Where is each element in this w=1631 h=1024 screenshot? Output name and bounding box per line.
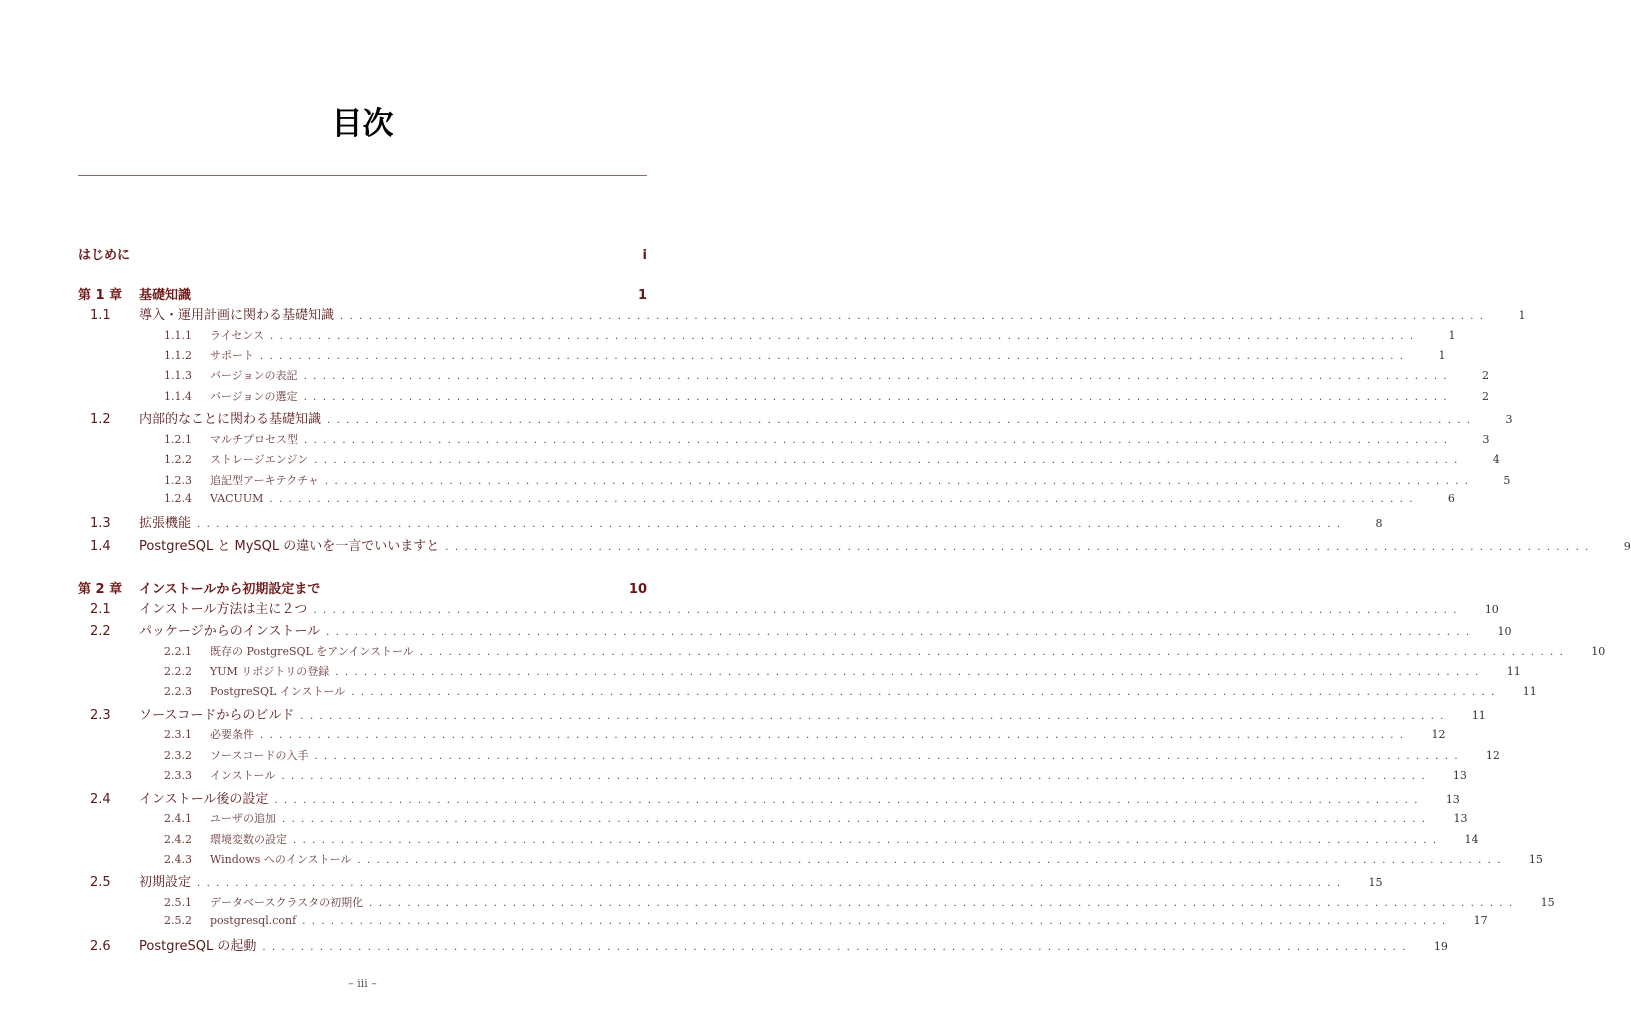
toc-entry-section[interactable]	[78, 512, 1383, 535]
toc-entry-number: 2.5	[90, 875, 111, 891]
toc-entry-number: 2.2.2	[164, 665, 192, 679]
toc-entry-title: ソースコードからのビルド	[139, 707, 295, 723]
toc-entry-number: 2.2	[90, 624, 111, 640]
toc-entry-page: 14	[1464, 832, 1479, 846]
toc-entry-page: 9	[1623, 539, 1631, 553]
toc-entry-title: インストールから初期設定まで	[139, 581, 321, 597]
toc-entry-title: ライセンス	[210, 328, 265, 342]
toc-entry-page: 11	[1506, 665, 1521, 679]
dot-leader: ........................................................................................................................	[419, 646, 1570, 658]
toc-entry-title: インストール後の設定	[139, 791, 269, 807]
toc-entry-sub[interactable]	[78, 747, 1500, 767]
toc-entry-title: 基礎知識	[139, 288, 192, 303]
toc-entry-number: 1.1.4	[164, 389, 192, 403]
toc-entry-page: 1	[1448, 328, 1456, 342]
dot-leader: ........................................................................................................................	[282, 814, 1432, 826]
dot-leader: ........................................................................................................................	[260, 350, 1410, 362]
toc-entry-page: 10	[1591, 644, 1606, 658]
toc-entry-title: VACUUM	[210, 491, 264, 505]
toc-entry-title: PostgreSQL と MySQL の違いを一言でいいますと	[139, 538, 440, 554]
dot-leader: ........................................................................................................................	[304, 434, 1454, 446]
toc-entry-number: 2.4	[90, 791, 111, 807]
toc-entry-number: 1.4	[90, 538, 111, 554]
toc-entry-number: 1.1.1	[164, 328, 192, 342]
toc-entry-page: 13	[1445, 792, 1460, 806]
toc-entry-page: 3	[1505, 413, 1513, 427]
toc-entry-page: 17	[1473, 914, 1488, 928]
toc-entry-section[interactable]	[78, 620, 1512, 643]
toc-entry-title: PostgreSQL の起動	[139, 938, 257, 954]
toc-entry-page: 2	[1482, 369, 1490, 383]
toc-entry-number: 1.1	[90, 308, 111, 323]
toc-entry-number: 2.6	[90, 938, 111, 954]
toc-entry-sub[interactable]	[78, 851, 1543, 871]
toc-entry-title: YUM リポジトリの登録	[210, 665, 330, 679]
toc-entry-number: 第 2 章	[78, 581, 123, 597]
toc-entry-title: 拡張機能	[139, 516, 192, 532]
toc-entry-number: 2.4.3	[164, 853, 192, 866]
toc-entry-page: 10	[628, 581, 647, 597]
toc-entry-title: 内部的なことに関わる基礎知識	[139, 412, 322, 428]
toc-entry-number: 1.2.2	[164, 453, 192, 467]
toc-entry-number: 2.3	[90, 707, 111, 723]
toc-entry-title: ストレージエンジン	[210, 453, 309, 467]
toc-entry-sub[interactable]	[78, 894, 1555, 914]
toc-entry-number: 2.5.2	[164, 914, 192, 928]
dot-leader: ........................................................................................................................	[281, 771, 1431, 783]
toc-entry-sub[interactable]	[78, 347, 1446, 367]
toc-entry-sub[interactable]	[78, 388, 1490, 408]
toc-entry-section[interactable]	[78, 408, 1513, 431]
dot-leader: ........................................................................................................................	[269, 493, 1419, 505]
toc-entry-page: 6	[1447, 491, 1455, 505]
toc-entry-page: 8	[1375, 517, 1383, 531]
toc-entry-number: 1.1.3	[164, 369, 192, 383]
dot-leader: ........................................................................................................................	[260, 730, 1410, 742]
toc-entry-page: 13	[1453, 812, 1468, 826]
dot-leader: ........................................................................................................................	[326, 627, 1476, 639]
toc-entry-number: 1.3	[90, 516, 111, 532]
toc-entry-sub[interactable]	[78, 491, 1455, 512]
toc-entry-page: 1	[1438, 348, 1446, 362]
toc-entry-page: 11	[1471, 708, 1486, 722]
dot-leader: ........................................................................................................................	[303, 391, 1454, 403]
toc-entry-section[interactable]	[78, 788, 1460, 811]
toc-entry-number: 2.5.1	[164, 895, 192, 909]
toc-entry-number: 2.1	[90, 601, 111, 617]
toc-entry-sub[interactable]	[78, 831, 1479, 851]
toc-entry-title: はじめに	[78, 248, 131, 263]
toc-entry-title: インストール	[210, 769, 276, 783]
toc-entry-page: 4	[1492, 453, 1500, 467]
dot-leader: ........................................................................................................................	[324, 475, 1475, 487]
toc-entry-title: データベースクラスタの初期化	[210, 895, 364, 909]
dot-leader: ........................................................................................................................	[313, 604, 1463, 616]
toc-entry-section[interactable]	[78, 871, 1383, 894]
page-title: 目次	[331, 106, 394, 142]
toc-entry-sub[interactable]	[78, 810, 1468, 830]
toc-entry-title: 導入・運用計画に関わる基礎知識	[139, 308, 335, 323]
toc-entry-number: 2.2.3	[164, 685, 192, 699]
toc-entry-page: 3	[1482, 432, 1490, 446]
toc-entry-chapter[interactable]	[78, 578, 647, 598]
toc-entry-title: postgresql.conf	[210, 914, 297, 928]
toc-entry-title: ソースコードの入手	[210, 748, 309, 762]
toc-entry-section[interactable]	[78, 304, 1526, 327]
toc-entry-section[interactable]	[78, 704, 1486, 727]
title-divider	[78, 175, 647, 176]
dot-leader: ........................................................................................................................	[197, 878, 1347, 890]
dot-leader: ........................................................................................................................	[262, 941, 1412, 953]
toc-entry-title: PostgreSQL インストール	[210, 685, 346, 699]
toc-entry-page: 15	[1540, 895, 1555, 909]
dot-leader: ........................................................................................................................	[314, 455, 1464, 467]
toc-entry-number: 1.1.2	[164, 348, 192, 362]
dot-leader: ........................................................................................................................	[357, 855, 1507, 866]
dot-leader: ........................................................................................................................	[274, 794, 1424, 806]
toc-entry-title: マルチプロセス型	[210, 432, 298, 446]
toc-entry-front[interactable]	[78, 244, 647, 264]
toc-entry-title: Windows へのインストール	[210, 853, 352, 866]
toc-entry-title: 必要条件	[210, 728, 254, 742]
dot-leader: ........................................................................................................................	[369, 897, 1519, 909]
toc-entry-number: 2.3.1	[164, 728, 192, 742]
toc-entry-title: 既存の PostgreSQL をアンインストール	[210, 644, 414, 658]
toc-entry-title: サポート	[210, 348, 254, 362]
page-number-footer: – iii –	[348, 977, 377, 990]
dot-leader: ........................................................................................................................	[303, 371, 1454, 383]
toc-entry-title: 環境変数の設定	[210, 832, 287, 846]
dot-leader: ........................................................................................................................	[293, 834, 1443, 846]
toc-entry-page: 19	[1433, 939, 1448, 953]
dot-leader: ........................................................................................................................	[300, 710, 1450, 722]
toc-entry-page: 2	[1482, 389, 1490, 403]
dot-leader: ........................................................................................................................	[314, 750, 1464, 762]
toc-entry-number: 1.2.1	[164, 432, 192, 446]
toc-entry-sub[interactable]	[78, 431, 1490, 451]
toc-entry-number: 2.4.2	[164, 832, 192, 846]
toc-entry-sub[interactable]	[78, 327, 1456, 347]
toc-entry-title: インストール方法は主に２つ	[139, 601, 308, 617]
toc-entry-section[interactable]	[78, 598, 1499, 621]
dot-leader: ........................................................................................................................	[302, 916, 1452, 928]
dot-leader: ........................................................................................................................	[327, 415, 1477, 427]
table-of-contents	[78, 244, 1631, 957]
toc-entry-number: 1.2.4	[164, 491, 192, 505]
dot-leader: ........................................................................................................................	[340, 311, 1490, 322]
toc-entry-title: バージョンの選定	[210, 389, 298, 403]
toc-entry-sub[interactable]	[78, 451, 1500, 471]
toc-entry-sub[interactable]	[78, 663, 1521, 683]
toc-entry-title: バージョンの表記	[210, 369, 298, 383]
toc-entry-title: 初期設定	[139, 875, 192, 891]
toc-entry-number: 1.2	[90, 412, 111, 428]
toc-entry-number: 2.2.1	[164, 644, 192, 658]
dot-leader: ........................................................................................................................	[270, 330, 1420, 342]
toc-entry-page: 15	[1368, 876, 1383, 890]
toc-entry-page: 10	[1497, 625, 1512, 639]
toc-entry-number: 2.3.2	[164, 748, 192, 762]
toc-entry-page: 12	[1485, 748, 1500, 762]
dot-leader: ........................................................................................................................	[351, 687, 1501, 699]
dot-leader: ........................................................................................................................	[197, 519, 1347, 531]
toc-entry-sub[interactable]	[78, 683, 1537, 703]
toc-entry-number: 1.2.3	[164, 473, 192, 487]
toc-entry-sub[interactable]	[78, 726, 1446, 746]
toc-entry-title: パッケージからのインストール	[139, 624, 321, 640]
toc-entry-page: 12	[1431, 728, 1446, 742]
toc-entry-sub[interactable]	[78, 767, 1467, 787]
toc-entry-sub[interactable]	[78, 472, 1511, 492]
toc-entry-chapter[interactable]	[78, 284, 647, 304]
toc-entry-sub[interactable]	[78, 367, 1490, 387]
toc-entry-page: 13	[1452, 769, 1467, 783]
toc-entry-section[interactable]	[78, 935, 1448, 958]
toc-entry-sub[interactable]	[78, 643, 1606, 663]
toc-entry-number: 2.3.3	[164, 769, 192, 783]
toc-entry-sub[interactable]	[78, 914, 1488, 934]
toc-entry-page: 10	[1484, 602, 1499, 616]
dot-leader: ........................................................................................................................	[335, 667, 1485, 679]
toc-entry-page: 5	[1503, 473, 1511, 487]
toc-entry-page: i	[642, 248, 647, 263]
toc-entry-title: ユーザの追加	[210, 812, 276, 826]
toc-entry-number: 2.4.1	[164, 812, 192, 826]
toc-entry-section[interactable]	[78, 535, 1631, 558]
dot-leader: ........................................................................................................................	[445, 541, 1595, 553]
toc-entry-page: 1	[1518, 309, 1526, 322]
toc-entry-title: 追記型アーキテクチャ	[210, 473, 319, 487]
toc-entry-page: 11	[1522, 685, 1537, 699]
toc-entry-number: 第 1 章	[78, 288, 123, 303]
toc-entry-page: 15	[1528, 853, 1543, 866]
toc-entry-page: 1	[637, 288, 647, 303]
